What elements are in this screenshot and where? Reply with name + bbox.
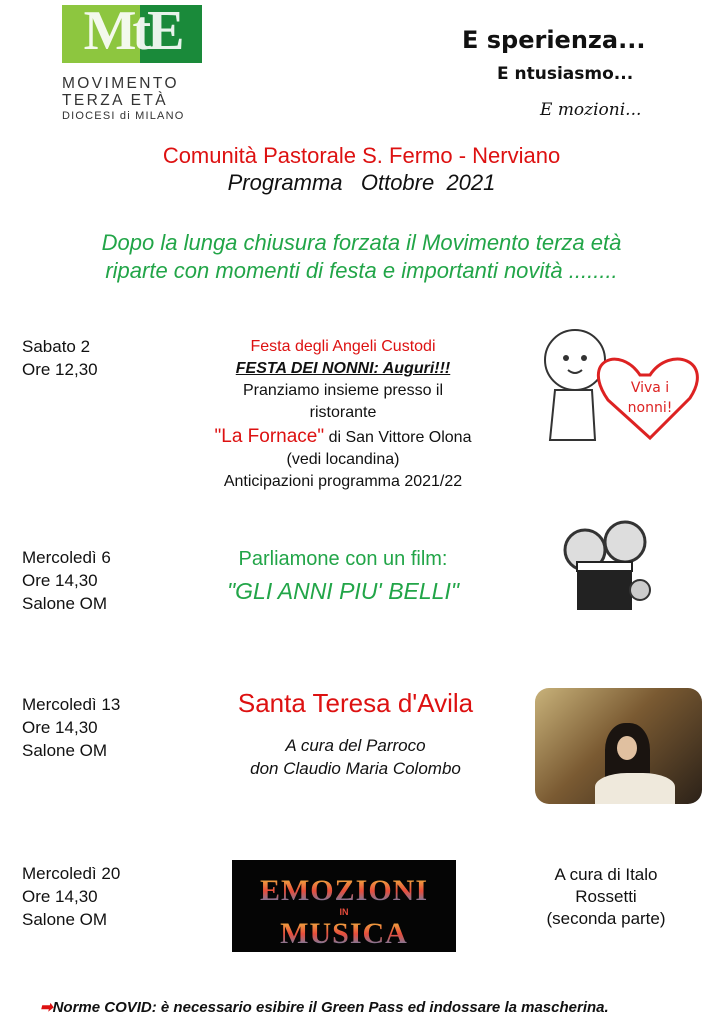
event-2-film-title: "GLI ANNI PIU' BELLI" xyxy=(226,578,460,604)
event-2-when: Mercoledì 6 Ore 14,30 Salone OM xyxy=(22,548,111,613)
saint-teresa-painting xyxy=(535,688,702,804)
film-reel-image xyxy=(555,520,655,616)
event-3-title: Santa Teresa d'Avila xyxy=(237,688,474,718)
event-3-when: Mercoledì 13 Ore 14,30 Salone OM xyxy=(22,695,121,760)
event-4-when: Mercoledì 20 Ore 14,30 Salone OM xyxy=(22,864,121,929)
emozioni-in-musica-banner: EMOZIONI IN MUSICA xyxy=(232,860,456,952)
event-4-presenter: A cura di Italo Rossetti (seconda parte) xyxy=(546,865,666,928)
event-1-details: Festa degli Angeli Custodi FESTA DEI NONNI: Auguri!!! Pranziamo insieme presso il ristorante "La Fornace" di San Vittore Olona (vedi locandina) Anticipazioni programma 2021/22 xyxy=(214,338,472,490)
event-1-when: Sabato 2 Ore 12,30 xyxy=(22,337,98,379)
covid-notice: ➡Norme COVID: è necessario esibire il Green Pass ed indossare la mascherina. xyxy=(40,999,609,1016)
page-subtitle: Programma Ottobre 2021 xyxy=(227,170,496,195)
event-2-intro: Parliamone con un film: xyxy=(238,548,448,570)
arrow-right-icon: ➡ xyxy=(40,999,53,1016)
intro-text: Dopo la lunga chiusura forzata il Movimento terza età riparte con momenti di festa e importanti novità ........ xyxy=(101,230,622,283)
tagline-3: E mozioni... xyxy=(540,100,642,120)
event-3-details: A cura del Parroco don Claudio Maria Colombo xyxy=(250,736,461,778)
logo: MtE MOVIMENTO TERZA ETÀ DIOCESI di MILANO xyxy=(62,5,202,120)
tagline-2: E ntusiasmo... xyxy=(497,64,634,84)
svg-text:Viva i: Viva i xyxy=(630,380,670,396)
logo-mark: MtE xyxy=(62,5,202,65)
page-title: Comunità Pastorale S. Fermo - Nerviano xyxy=(162,143,561,168)
grandparents-heart-image xyxy=(530,320,705,448)
tagline-1: E sperienza... xyxy=(462,26,646,54)
svg-text:nonni!: nonni! xyxy=(627,400,673,416)
